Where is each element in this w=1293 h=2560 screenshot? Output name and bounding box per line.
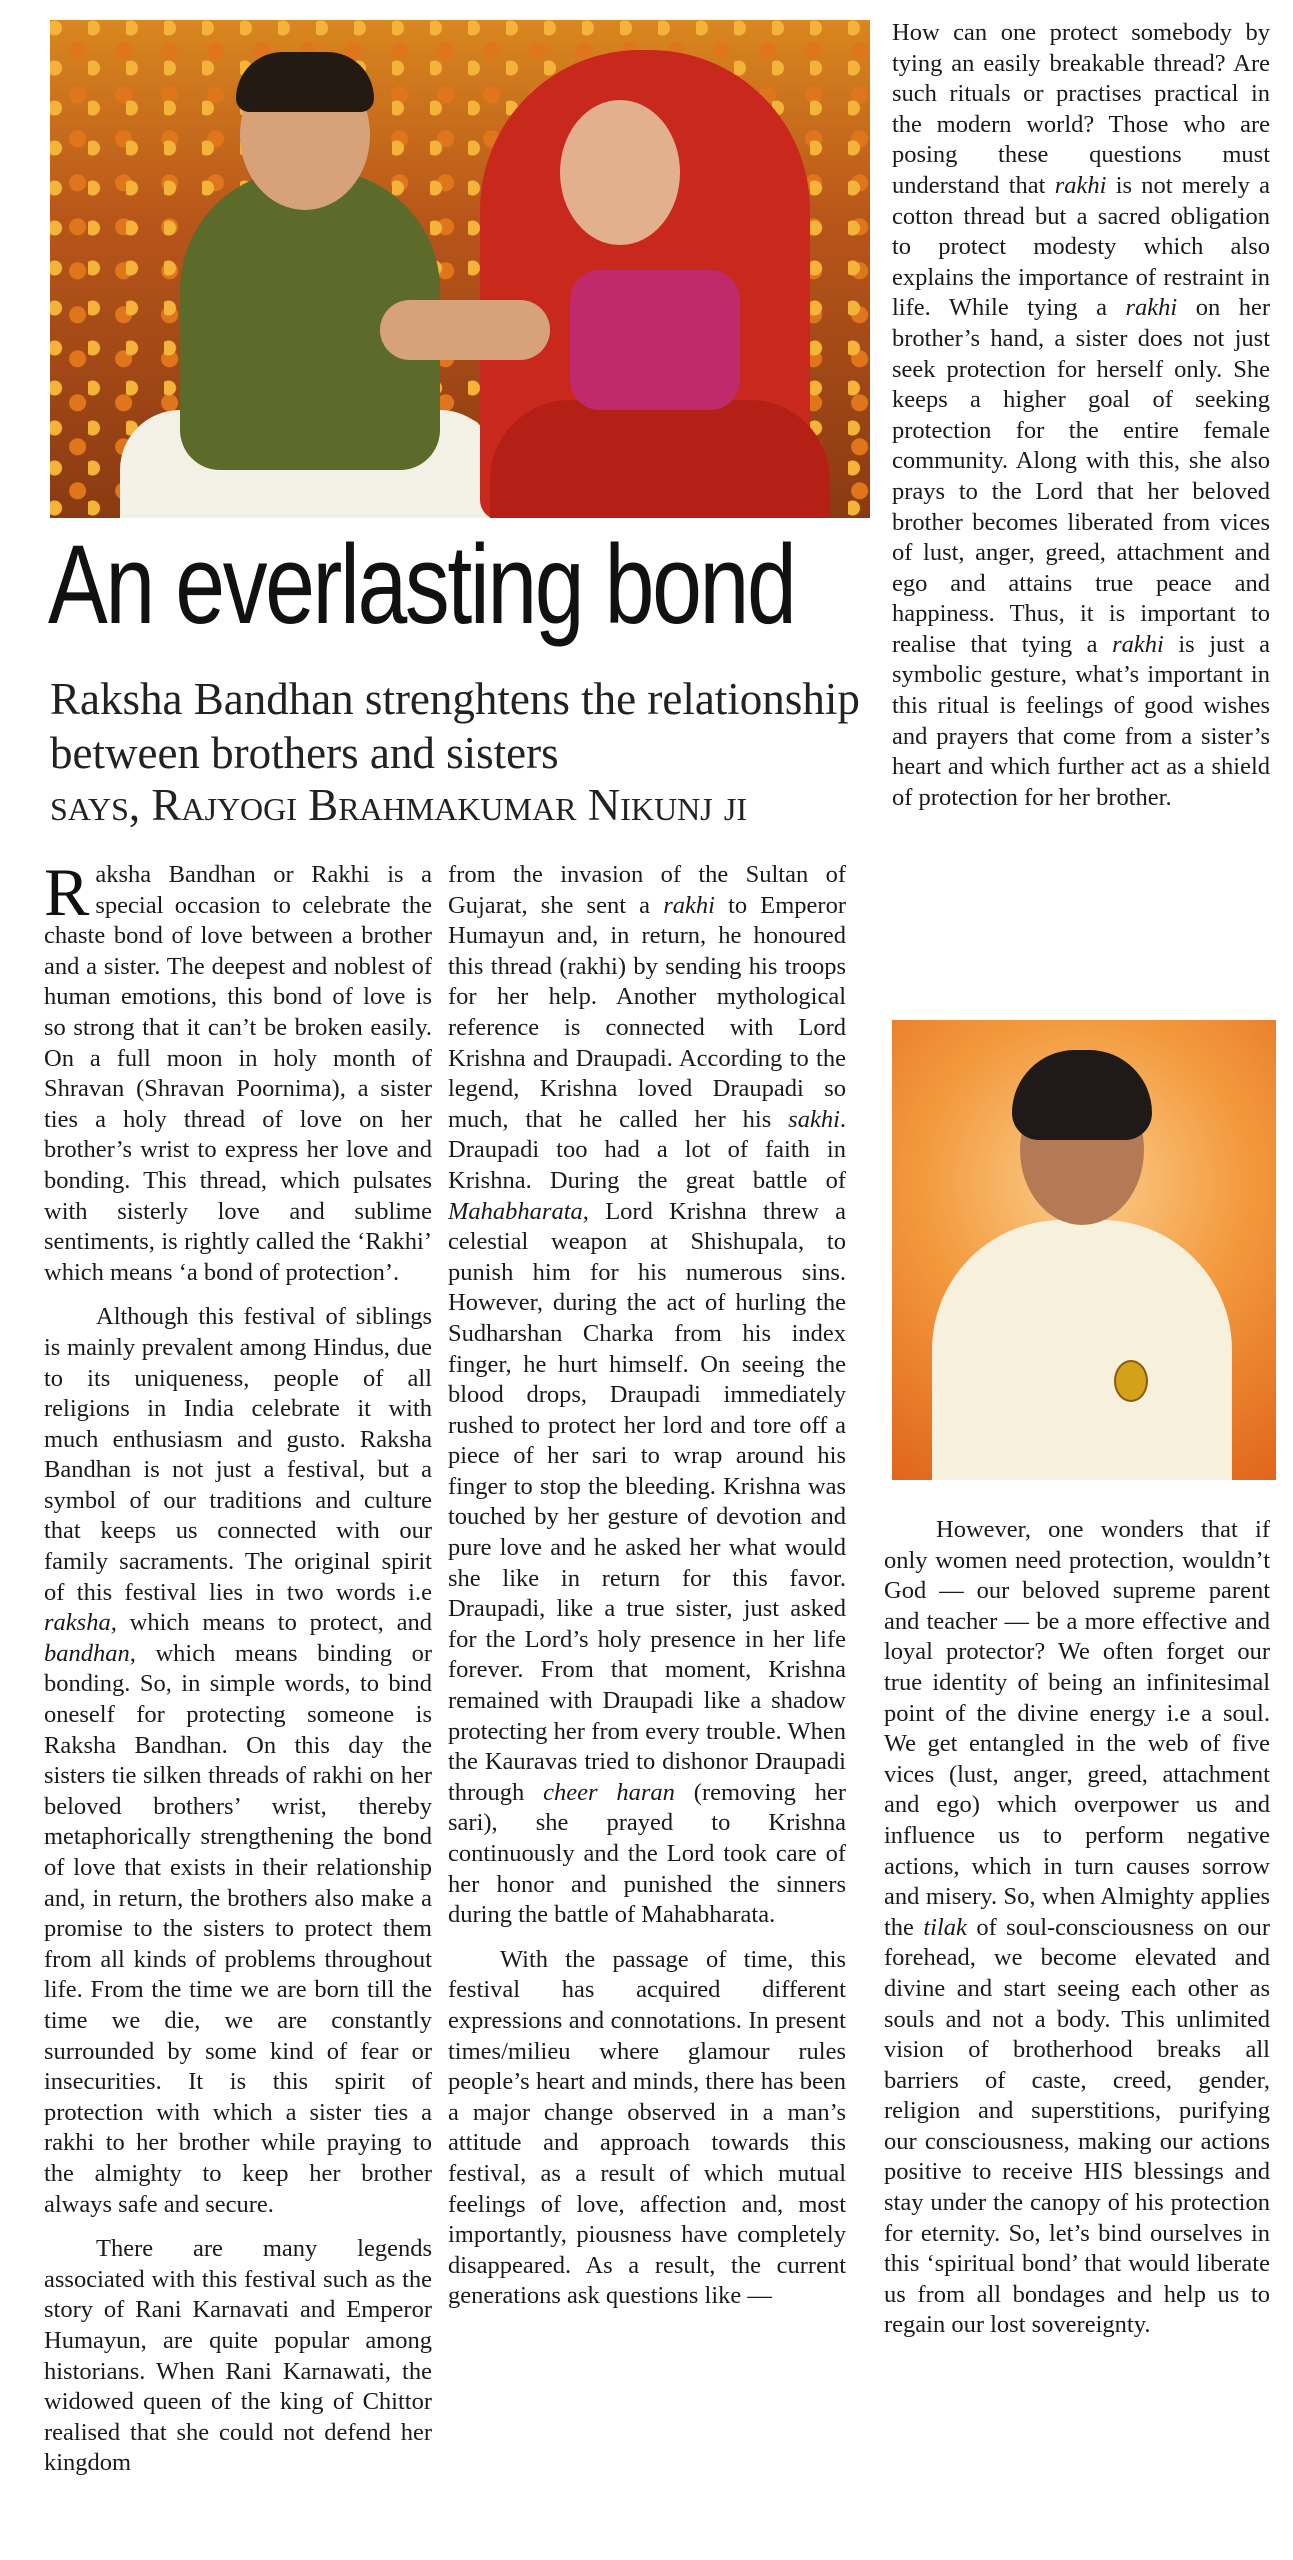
- festival-photo: [50, 20, 870, 518]
- paragraph-text: aksha Bandhan or Rakhi is a special occasion to celebrate the chaste bond of love between a brother and a sister. The deepest and noblest of human emotions, this bond of love is so strong that it can’t be broken easily. On a full moon in holy month of Shravan (Shravan Poornima), a sister ties a holy thread of love on her brother’s wrist to express her love and bonding. This thread, which pulsates with sisterly love and sublime sentiments, is rightly called the ‘Rakhi’ which means ‘a bond of protection’.: [44, 861, 432, 1286]
- paragraph-text: (removing her sari), she prayed to Krishna continuously and the Lord took care of her honor and punished the sinners during the battle of Mahabharata.: [448, 1778, 846, 1929]
- photo-woman-head: [560, 100, 680, 245]
- paragraph-text: . Draupadi too had a lot of faith in Krishna. During the great battle of: [448, 1105, 846, 1194]
- paragraph-text: How can one protect somebody by tying an easily breakable thread? Are such rituals or practises practical in the modern world? Those who are posing these questions must understand that: [892, 19, 1270, 199]
- paragraph: [44, 860, 432, 1288]
- paragraph-text: of soul-consciousness on our forehead, we become elevated and divine and start seeing each other as souls and not a body. This unlimited vision of brotherhood breaks all barriers of caste, creed, gender, religion and superstitions, purifying our consciousness, making our actions positive to receive HIS blessings and stay under the canopy of his protection for eternity. So, let’s bind ourselves in this ‘spiritual bond’ that would liberate us from all bondages and help us to regain our lost sovereignty.: [884, 1913, 1270, 2339]
- headline: An everlasting bond: [48, 522, 795, 647]
- photo-woman-skirt: [490, 400, 830, 518]
- portrait-body: [932, 1220, 1232, 1480]
- paragraph: There are many legends associated with this festival such as the story of Rani Karnavati and Emperor Humayun, are quite popular among historians. When Rani Karnawati, the widowed queen of the king of Chittor realised that she could not defend her kingdom: [44, 2235, 432, 2477]
- badge-icon: [1114, 1360, 1148, 1402]
- paragraph: [448, 860, 846, 1931]
- paragraph-text: to Emperor Humayun and, in return, he honoured this thread (rakhi) by sending his troops for her help. Another mythological reference is connected with Lord Krishna and Draupadi. According to the legend, Krishna loved Draupadi so much, that he called her his: [448, 891, 846, 1133]
- italic-term: Mahabharata: [448, 1197, 583, 1225]
- byline: says, Rajyogi Brahmakumar Nikunj ji: [50, 780, 747, 830]
- photo-woman-blouse: [570, 270, 740, 410]
- article-column-2: [448, 860, 846, 2560]
- italic-term: tilak: [923, 1913, 967, 1941]
- italic-term: rakhi: [1054, 171, 1107, 199]
- paragraph: [884, 1515, 1270, 2341]
- paragraph-text: from the invasion of the Sultan of Gujarat, she sent a: [448, 861, 846, 919]
- italic-term: rakhi: [1112, 630, 1164, 658]
- italic-term: raksha,: [44, 1609, 117, 1637]
- paragraph-text: Although this festival of siblings is mainly prevalent among Hindus, due to its uniqueness, people of all religions in India celebrate it with much enthusiasm and gusto. Raksha Bandhan is not just a festival, but a symbol of our traditions and culture that keeps us connected with our family sacraments. The original spirit of this festival lies in two words i.e: [44, 1303, 432, 1606]
- paragraph: With the passage of time, this festival has acquired different expressions and connotations. In present times/milieu where glamour rules people’s heart and minds, there has been a major change observed in a man’s attitude and approach towards this festival, as a result of which mutual feelings of love, affection and, most importantly, piousness have completely disappeared. As a result, the current generations ask questions like —: [448, 1945, 846, 2310]
- italic-term: cheer haran: [543, 1778, 675, 1806]
- photo-man-hair: [236, 52, 374, 112]
- paragraph-text: is just a symbolic gesture, what’s important in this ritual is feelings of good wishes and prayers that come from a sister’s heart and which further act as a shield of protection for her brother.: [892, 630, 1270, 811]
- paragraph-text: which means to protect, and: [116, 1609, 432, 1637]
- italic-term: sakhi: [788, 1105, 840, 1133]
- paragraph-text: is not merely a cotton thread but a sacred obligation to protect modesty which also explains the importance of restraint in life. While tying a: [892, 171, 1270, 322]
- photo-hands-tying-rakhi: [380, 300, 550, 360]
- article-column-3-top: [892, 18, 1270, 1008]
- italic-term: bandhan,: [44, 1639, 136, 1667]
- drop-cap: R: [44, 860, 90, 930]
- paragraph-text: on her brother’s hand, a sister does not just seek protection for herself only. She keeps a higher goal of seeking protection for the entire female community. Along with this, she also prays to the Lord that her beloved brother becomes liberated from vices of lust, anger, greed, attachment and ego and attains true peace and happiness. Thus, it is important to realise that tying a: [892, 294, 1270, 658]
- paragraph-text: , Lord Krishna threw a celestial weapon at Shishupala, to punish him for his numerous sins. However, during the act of hurling the Sudharshan Charka from his index finger, he hurt himself. On seeing the blood drops, Draupadi immediately rushed to protect her lord and tore off a piece of her sari to wrap around his finger to stop the bleeding. Krishna was touched by her gesture of devotion and pure love and he asked her what would she like in return for this favor. Draupadi, like a true sister, just asked for the Lord’s holy presence in her life forever. From that moment, Krishna remained with Draupadi like a shadow protecting her from every trouble. When the Kauravas tried to dishonor Draupadi through: [448, 1197, 846, 1806]
- portrait-hair: [1012, 1050, 1152, 1140]
- paragraph-text: However, one wonders that if only women need protection, wouldn’t God — our beloved supreme parent and teacher — be a more effective and loyal protector? We often forget our true identity of being an infinitesimal point of the divine energy i.e a soul. We get entangled in the web of five vices (lust, anger, greed, attachment and ego) which overpower us and influence us to perform negative actions, which in turn causes sorrow and misery. So, when Almighty applies the: [884, 1516, 1270, 1941]
- article-column-3-bottom: [884, 1515, 1270, 2560]
- italic-term: rakhi: [1125, 294, 1178, 322]
- italic-term: rakhi: [663, 891, 715, 919]
- paragraph-text: which means binding or bonding. So, in simple words, to bind oneself for protecting someone is Raksha Bandhan. On this day the sisters tie silken threads of rakhi on her beloved brothers’ wrist, thereby metaphorically strengthening the bond of love that exists in their relationship and, in return, the brothers also make a promise to the sisters to protect them from all kinds of problems throughout life. From the time we are born till the time we die, we are constantly surrounded by some kind of fear or insecurities. It is this spirit of protection with which a sister ties a rakhi to her brother while praying to the almighty to keep her brother always safe and secure.: [44, 1639, 432, 2218]
- paragraph: [892, 18, 1270, 813]
- subhead: Raksha Bandhan strenghtens the relationship between brothers and sisters: [50, 674, 860, 778]
- article-column-1: [44, 860, 432, 2560]
- author-portrait: [892, 1020, 1276, 1480]
- paragraph: [44, 1302, 432, 2220]
